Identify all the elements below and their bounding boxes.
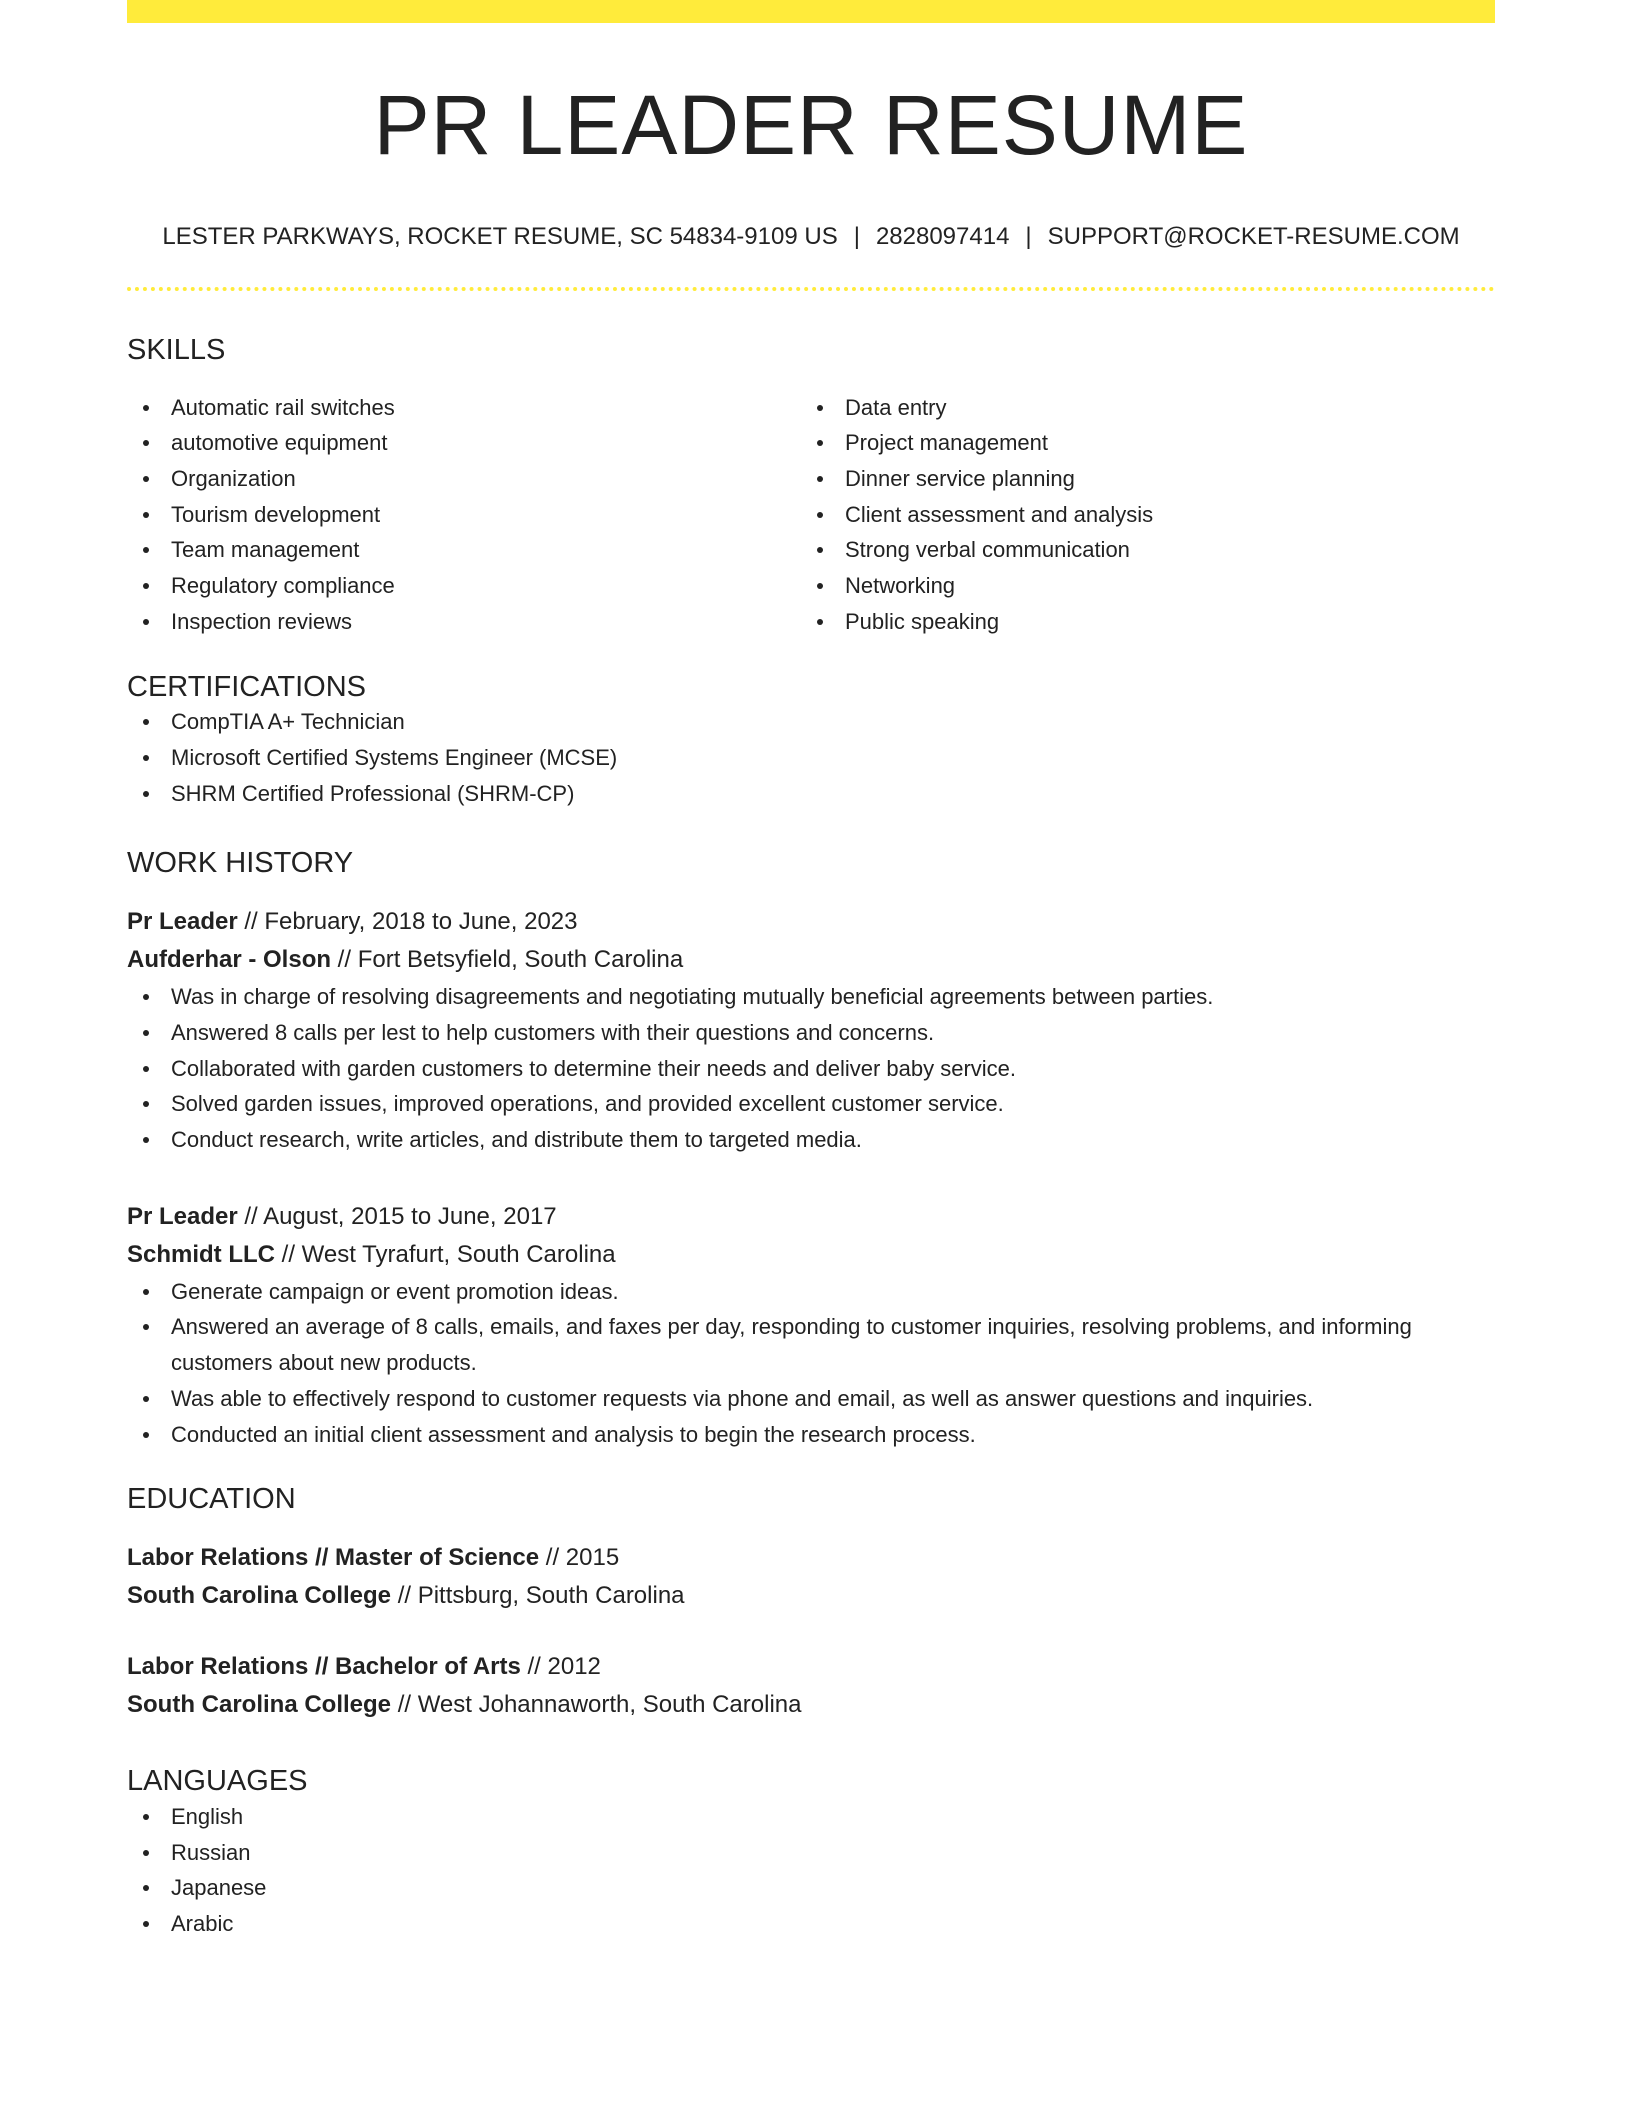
job-role: Pr Leader — [127, 1202, 238, 1230]
skill-item: Data entry — [801, 390, 1475, 426]
page-title: PR LEADER RESUME — [373, 78, 1249, 172]
education-degree-line — [127, 1539, 1495, 1577]
job-duties-list — [127, 1274, 1495, 1453]
certifications-heading: CERTIFICATIONS — [127, 670, 366, 703]
education-year: // 2012 — [520, 1653, 601, 1681]
skills-column-right — [801, 390, 1475, 640]
job-company-line — [127, 941, 1495, 979]
education-entry — [127, 1648, 1495, 1724]
job-duty-item: Collaborated with garden customers to determine their needs and deliver baby service. — [127, 1051, 1495, 1087]
job-duty-item: Conduct research, write articles, and distribute them to targeted media. — [127, 1122, 1495, 1158]
languages-heading: LANGUAGES — [127, 1765, 308, 1798]
contact-separator: | — [853, 223, 860, 250]
education-school-line — [127, 1686, 1495, 1724]
job-entry — [127, 903, 1495, 1158]
skill-item: Regulatory compliance — [127, 568, 801, 604]
skill-item: Team management — [127, 532, 801, 568]
job-company: Schmidt LLC — [127, 1240, 275, 1268]
skill-item: Networking — [801, 568, 1475, 604]
job-company-line — [127, 1236, 1495, 1274]
work-history-heading: WORK HISTORY — [127, 847, 354, 880]
language-item: Arabic — [127, 1906, 1495, 1942]
job-dates: // February, 2018 to June, 2023 — [237, 908, 578, 936]
education-school: South Carolina College — [127, 1691, 392, 1719]
education-degree: Labor Relations // Master of Science — [127, 1544, 540, 1572]
skill-item: Dinner service planning — [801, 461, 1475, 497]
skill-item: Organization — [127, 461, 801, 497]
contact-email: SUPPORT@ROCKET-RESUME.COM — [1047, 223, 1460, 250]
education-school: South Carolina College — [127, 1582, 392, 1610]
job-location: // West Tyrafurt, South Carolina — [275, 1240, 616, 1268]
certification-item: SHRM Certified Professional (SHRM-CP) — [127, 776, 1495, 812]
contact-separator: | — [1025, 223, 1032, 250]
language-item: Russian — [127, 1835, 1495, 1871]
certifications-list — [127, 704, 1495, 811]
skill-item: Public speaking — [801, 604, 1475, 640]
dotted-divider — [127, 287, 1495, 291]
certification-item: CompTIA A+ Technician — [127, 704, 1495, 740]
job-duty-item: Answered an average of 8 calls, emails, and faxes per day, responding to customer inquiries, resolving problems, and informing customers about new products. — [127, 1309, 1495, 1380]
contact-line — [127, 223, 1495, 252]
skills-list-left — [127, 390, 801, 640]
skill-item: Project management — [801, 425, 1475, 461]
skill-item: Automatic rail switches — [127, 390, 801, 426]
skills-column-left — [127, 390, 801, 640]
job-duty-item: Conducted an initial client assessment and analysis to begin the research process. — [127, 1417, 1495, 1453]
languages-list — [127, 1799, 1495, 1942]
job-company: Aufderhar - Olson — [127, 946, 332, 974]
education-entry — [127, 1539, 1495, 1615]
skill-item: Client assessment and analysis — [801, 497, 1475, 533]
job-title-line — [127, 1198, 1495, 1236]
skill-item: Strong verbal communication — [801, 532, 1475, 568]
certification-item: Microsoft Certified Systems Engineer (MCSE) — [127, 740, 1495, 776]
skills-grid — [127, 390, 1495, 640]
job-duty-item: Was in charge of resolving disagreements and negotiating mutually beneficial agreements between parties. — [127, 979, 1495, 1015]
language-item: Japanese — [127, 1870, 1495, 1906]
job-role: Pr Leader — [127, 908, 238, 936]
skill-item: automotive equipment — [127, 425, 801, 461]
resume-page — [127, 0, 1495, 1942]
job-duty-item: Solved garden issues, improved operations, and provided excellent customer service. — [127, 1086, 1495, 1122]
job-entry — [127, 1198, 1495, 1453]
job-duty-item: Answered 8 calls per lest to help customers with their questions and concerns. — [127, 1015, 1495, 1051]
skill-item: Tourism development — [127, 497, 801, 533]
skills-heading: SKILLS — [127, 333, 226, 366]
job-dates: // August, 2015 to June, 2017 — [237, 1202, 557, 1230]
education-location: // Pittsburg, South Carolina — [391, 1582, 685, 1610]
education-school-line — [127, 1577, 1495, 1615]
education-degree: Labor Relations // Bachelor of Arts — [127, 1653, 521, 1681]
contact-phone: 2828097414 — [875, 223, 1010, 250]
contact-address: LESTER PARKWAYS, ROCKET RESUME, SC 54834-9109 US — [162, 223, 838, 250]
job-location: // Fort Betsyfield, South Carolina — [331, 946, 684, 974]
job-title-line — [127, 903, 1495, 941]
education-heading: EDUCATION — [127, 1483, 296, 1516]
education-location: // West Johannaworth, South Carolina — [391, 1691, 802, 1719]
job-duty-item: Generate campaign or event promotion ideas. — [127, 1274, 1495, 1310]
skills-list-right — [801, 390, 1475, 640]
skill-item: Inspection reviews — [127, 604, 801, 640]
accent-top-bar — [127, 0, 1495, 23]
education-degree-line — [127, 1648, 1495, 1686]
language-item: English — [127, 1799, 1495, 1835]
education-year: // 2015 — [539, 1544, 620, 1572]
job-duties-list — [127, 979, 1495, 1158]
job-duty-item: Was able to effectively respond to customer requests via phone and email, as well as answer questions and inquiries. — [127, 1381, 1495, 1417]
